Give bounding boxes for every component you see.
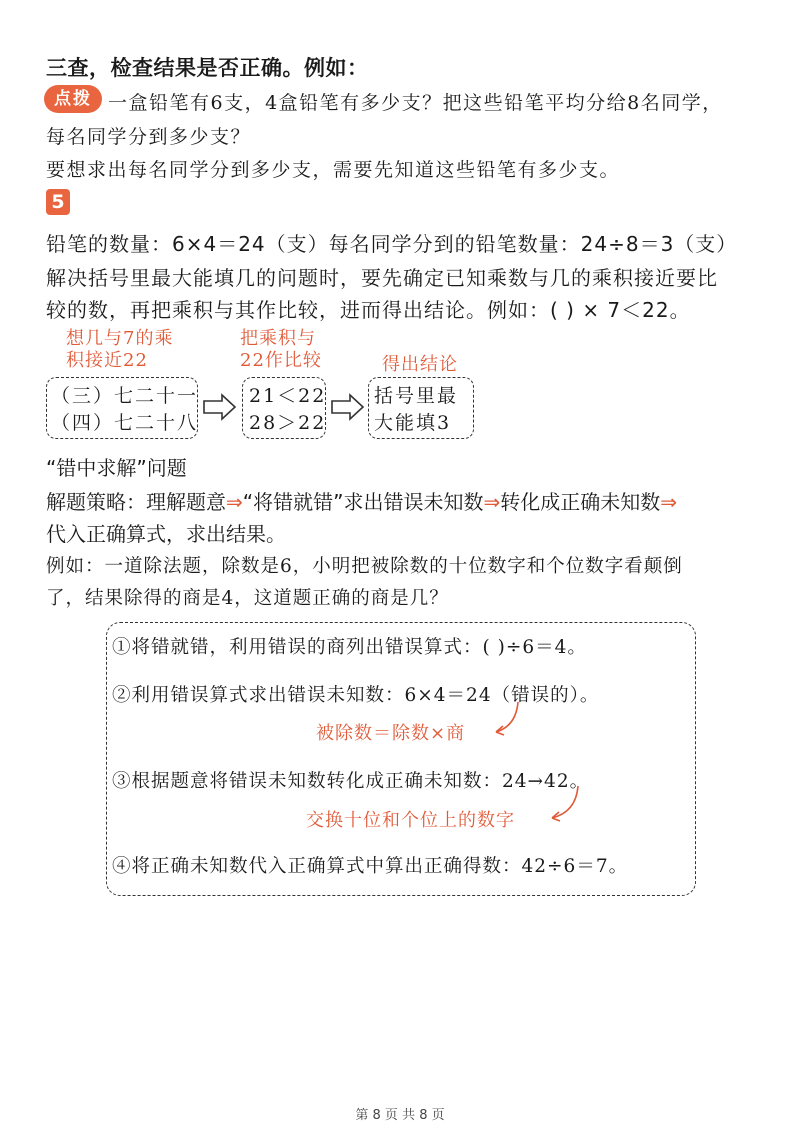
example-line-1: 例如：一道除法题，除数是6，小明把被除数的十位数字和个位数字看颠倒 <box>46 556 683 577</box>
strategy-step-2: 转化成正确未知数 <box>500 490 661 514</box>
note-think-line-1: 想几与7的乘 <box>66 328 174 349</box>
page-footer: 第 8 页 共 8 页 <box>355 1108 445 1123</box>
flow-arrow-1-icon <box>202 392 238 422</box>
paragraph-line-2: 较的数，再把乘积与其作比较，进而得出结论。例如：( ) × 7＜22。 <box>46 298 691 322</box>
strategy-arrow-2: ⇒ <box>483 490 501 514</box>
section-number-badge: 5 <box>46 189 70 215</box>
solution-step-3: ③根据题意将错误未知数转化成正确未知数：24→42。 <box>112 771 590 792</box>
note-compare <box>240 328 322 372</box>
curved-arrow-2-icon <box>544 784 588 824</box>
strategy-line-2: 代入正确算式，求出结果。 <box>46 522 286 546</box>
section-heading-check: 三查，检查结果是否正确。例如： <box>46 56 369 80</box>
strategy-prefix: 解题策略：理解题意 <box>46 490 226 514</box>
solution-step-1: ①将错就错，利用错误的商列出错误算式：( )÷6＝4。 <box>112 637 587 658</box>
note-swap-digits: 交换十位和个位上的数字 <box>306 810 515 831</box>
flow-box-conclusion-line-2: 大能填3 <box>374 412 452 434</box>
problem-line-1: 一盒铅笔有6支，4盒铅笔有多少支？把这些铅笔平均分给8名同学， <box>108 92 723 114</box>
curved-arrow-1-icon <box>488 700 528 738</box>
note-conclude: 得出结论 <box>382 354 458 375</box>
flow-box-conclusion <box>368 377 474 439</box>
flow-box-multiplication <box>46 377 198 439</box>
answer-line: 铅笔的数量：6×4＝24（支）每名同学分到的铅笔数量：24÷8＝3（支） <box>46 232 738 256</box>
flow-box-compare-line-1: 21＜22 <box>249 385 327 407</box>
note-dividend-formula: 被除数＝除数×商 <box>316 723 466 744</box>
strategy-step-1: “将错就错”求出错误未知数 <box>242 490 484 514</box>
flow-box-multiplication-line-2: （四）七二十八 <box>51 412 199 434</box>
example-line-2: 了，结果除得的商是4，这道题正确的商是几？ <box>46 588 449 609</box>
note-think <box>66 328 173 372</box>
strategy-arrow-1: ⇒ <box>226 490 243 514</box>
note-think-line-2: 积接近22 <box>66 350 148 371</box>
error-section-title: “错中求解”问题 <box>46 456 187 480</box>
note-compare-line-2: 22作比较 <box>240 350 322 371</box>
flow-box-conclusion-line-1: 括号里最 <box>374 385 459 407</box>
paragraph-line-1: 解决括号里最大能填几的问题时，要先确定已知乘数与几的乘积接近要比 <box>46 266 718 290</box>
note-compare-line-1: 把乘积与 <box>240 328 316 349</box>
solution-step-2: ②利用错误算式求出错误未知数：6×4＝24（错误的）。 <box>112 685 600 706</box>
flow-box-compare <box>242 377 326 439</box>
hint-badge: 点拨 <box>44 85 102 113</box>
flow-box-compare-line-2: 28＞22 <box>249 412 327 434</box>
strategy-line-1 <box>46 486 677 515</box>
flow-arrow-2-icon <box>330 392 366 422</box>
hint-text: 要想求出每名同学分到多少支，需要先知道这些铅笔有多少支。 <box>46 159 621 181</box>
problem-line-2: 每名同学分到多少支？ <box>46 126 252 148</box>
strategy-arrow-3: ⇒ <box>660 490 678 514</box>
flow-box-multiplication-line-1: （三）七二十一 <box>51 385 199 407</box>
solution-step-4: ④将正确未知数代入正确算式中算出正确得数：42÷6＝7。 <box>112 856 629 877</box>
